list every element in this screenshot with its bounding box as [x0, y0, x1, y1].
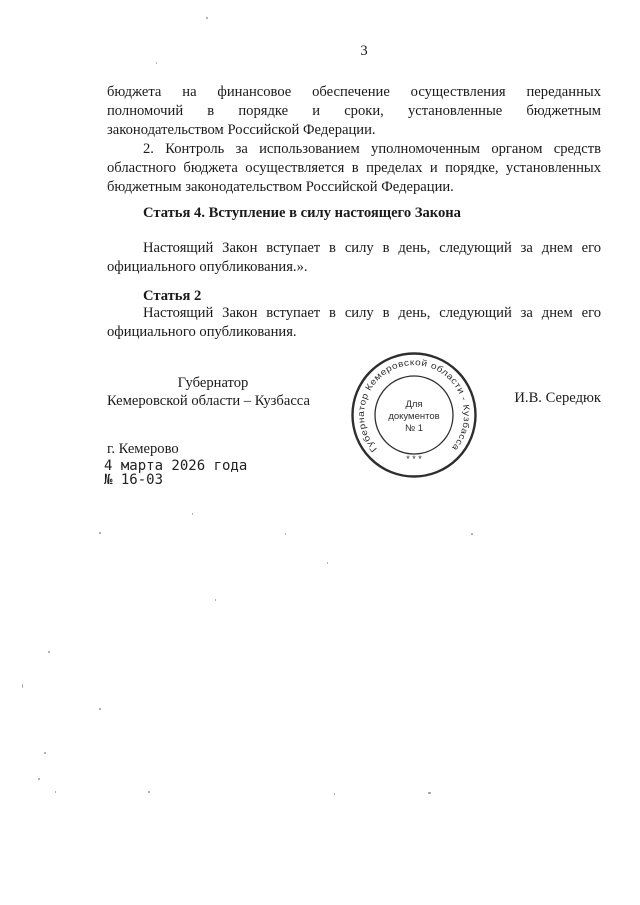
paragraph-line: Настоящий Закон вступает в силу в день, следующий за днем его — [143, 240, 601, 256]
noise-speck — [327, 562, 328, 564]
noise-speck — [99, 532, 101, 534]
document-date: 4 марта 2026 года — [104, 458, 248, 474]
noise-speck — [428, 792, 431, 794]
stamp-bottom-asterisks: * * * — [406, 454, 422, 464]
noise-speck — [148, 791, 150, 793]
paragraph-line: полномочий в порядке и сроки, установленные бюджетным — [107, 103, 601, 119]
noise-speck — [22, 684, 23, 688]
paragraph-line: официального опубликования. — [107, 324, 297, 340]
article-4-heading: Статья 4. Вступление в силу настоящего Закона — [143, 205, 461, 221]
signatory-title-line2: Кемеровской области – Кузбасса — [107, 393, 310, 409]
noise-speck — [99, 708, 101, 710]
signatory-name: И.В. Середюк — [514, 390, 601, 406]
paragraph-line: бюджетным законодательством Российской Федерации. — [107, 179, 454, 195]
paragraph-line: Настоящий Закон вступает в силу в день, следующий за днем его — [143, 305, 601, 321]
noise-speck — [206, 17, 208, 19]
paragraph-budget-continuation — [107, 83, 601, 140]
document-place: г. Кемерово — [107, 441, 179, 457]
official-round-stamp — [348, 349, 480, 481]
document-number: № 16-03 — [104, 472, 164, 488]
paragraph-line: законодательством Российской Федерации. — [107, 122, 376, 138]
noise-speck — [285, 533, 286, 535]
article-4-paragraph — [107, 239, 601, 277]
signatory-title — [107, 374, 319, 410]
paragraph-line: 2. Контроль за использованием уполномоченным органом средств — [143, 141, 601, 157]
noise-speck — [55, 791, 56, 793]
paragraph-line: бюджета на финансовое обеспечение осуществления переданных — [107, 84, 601, 100]
paragraph-control-clause — [107, 140, 601, 197]
stamp-center-line1: Для — [405, 399, 423, 410]
paragraph-line: официального опубликования.». — [107, 259, 308, 275]
paragraph-line: областного бюджета осуществляется в пределах и порядке, установленных — [107, 160, 601, 176]
noise-speck — [48, 651, 50, 653]
article-2-heading: Статья 2 — [143, 288, 202, 304]
noise-speck — [192, 513, 193, 515]
noise-speck — [156, 62, 157, 64]
stamp-center-line3: № 1 — [404, 423, 424, 434]
noise-speck — [215, 599, 216, 601]
noise-speck — [44, 752, 46, 754]
stamp-center-line2: документов — [388, 411, 440, 422]
noise-speck — [334, 793, 335, 795]
page-number: 3 — [360, 43, 368, 59]
stamp-ring-text: Губернатор Кемеровской области - Кузбасса — [355, 357, 473, 455]
noise-speck — [38, 778, 40, 780]
noise-speck — [471, 533, 473, 535]
signatory-title-line1: Губернатор — [177, 375, 249, 391]
article-2-paragraph — [107, 304, 601, 342]
